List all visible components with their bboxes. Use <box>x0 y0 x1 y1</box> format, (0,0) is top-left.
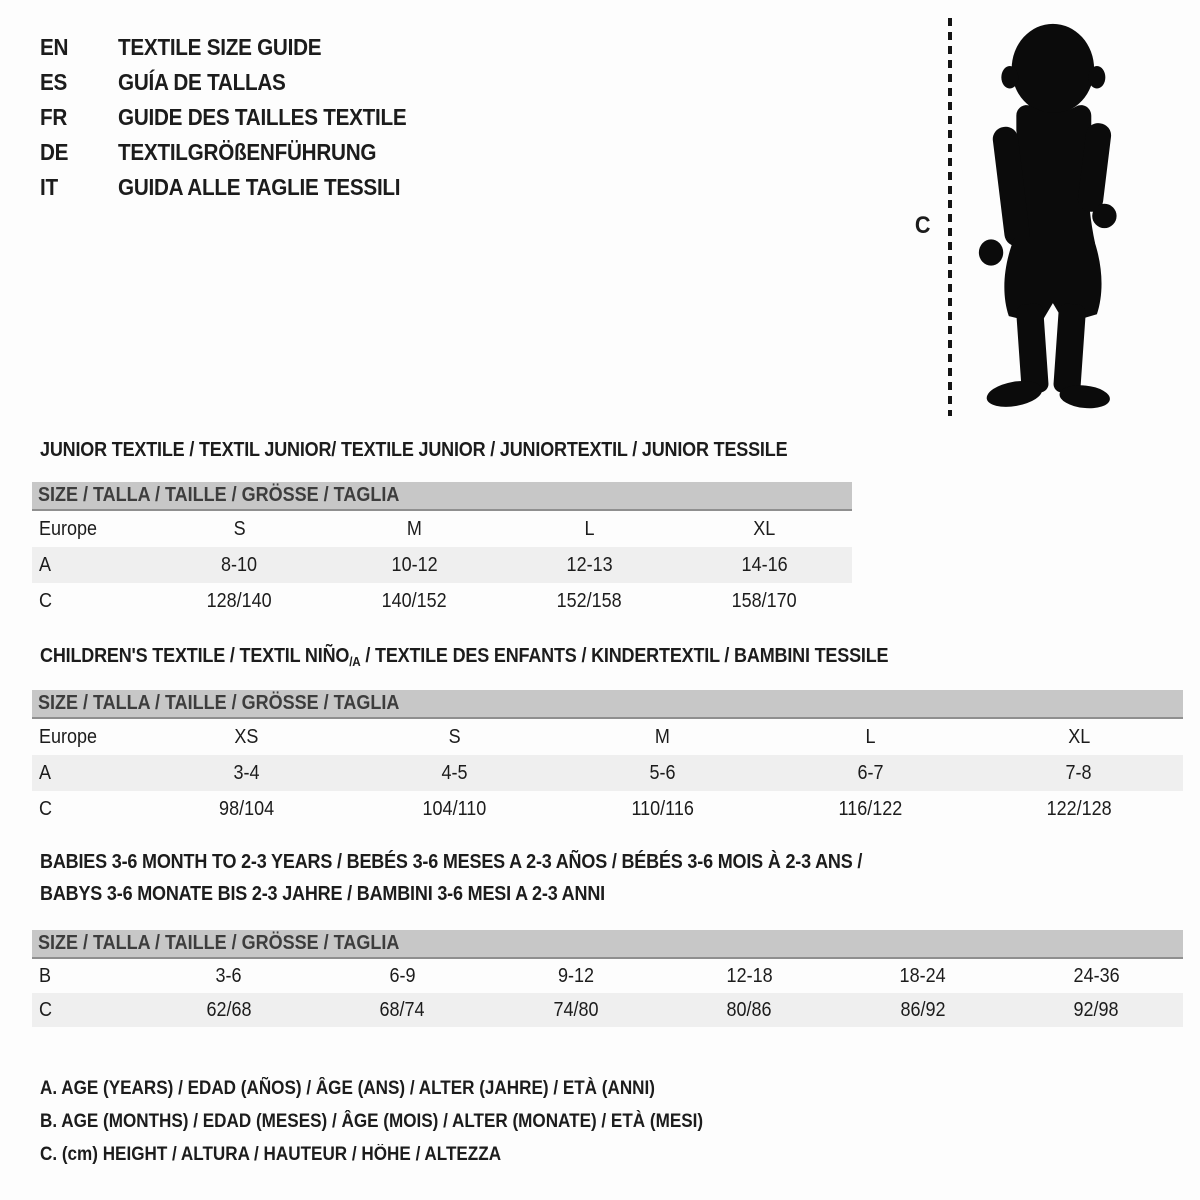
column-header: Europe <box>39 725 98 748</box>
junior-section-title: JUNIOR TEXTILE / TEXTIL JUNIOR/ TEXTILE JUNIOR / JUNIORTEXTIL / JUNIOR TESSILE <box>40 439 788 461</box>
language-code: DE <box>40 139 69 165</box>
cell-value: 18-24 <box>899 964 946 987</box>
junior-size-table <box>32 482 852 619</box>
cell-value: 6-9 <box>389 964 416 987</box>
babies-row-height <box>32 993 1183 1027</box>
cell-value: 12-13 <box>566 553 613 576</box>
language-row-de <box>40 135 439 170</box>
junior-row-age <box>32 547 852 583</box>
cell-value: 116/122 <box>838 797 903 820</box>
cell-value: 110/116 <box>631 797 694 820</box>
cell-value: 7-8 <box>1065 761 1092 784</box>
children-section-title <box>40 640 983 678</box>
cell-value: 3-6 <box>215 964 242 987</box>
junior-header-row <box>32 511 852 547</box>
cell-value: 68/74 <box>379 998 425 1021</box>
column-header: Europe <box>39 517 98 540</box>
language-row-es <box>40 65 439 100</box>
guide-title-es: GUÍA DE TALLAS <box>118 69 286 95</box>
column-header: M <box>406 517 422 540</box>
size-header-label: SIZE / TALLA / TAILLE / GRÖSSE / TAGLIA <box>38 692 400 714</box>
language-row-en <box>40 30 439 65</box>
column-header: L <box>584 517 595 540</box>
legend-row-a: A. AGE (YEARS) / EDAD (AÑOS) / ÂGE (ANS) / ALTER (JAHRE) / ETÀ (ANNI) <box>40 1077 655 1099</box>
cell-value: 74/80 <box>553 998 599 1021</box>
row-label: B <box>39 964 52 987</box>
cell-value: 14-16 <box>741 553 788 576</box>
cell-value: 104/110 <box>422 797 487 820</box>
babies-row-age-months <box>32 959 1183 993</box>
language-code: EN <box>40 34 69 60</box>
language-title-list <box>40 30 439 205</box>
children-size-table <box>32 690 1183 827</box>
row-label: C <box>39 589 53 612</box>
column-header: M <box>654 725 670 748</box>
children-title-text: / TEXTILE DES ENFANTS / KINDERTEXTIL / BAMBINI TESSILE <box>360 645 889 667</box>
row-label: A <box>39 761 52 784</box>
cell-value: 92/98 <box>1073 998 1119 1021</box>
column-header: S <box>448 725 461 748</box>
column-header: XS <box>234 725 259 748</box>
cell-value: 10-12 <box>391 553 438 576</box>
guide-title-en: TEXTILE SIZE GUIDE <box>118 34 322 60</box>
column-header: XL <box>1067 725 1090 748</box>
language-code: IT <box>40 174 58 200</box>
children-title-subscript: /A <box>349 654 361 669</box>
cell-value: 80/86 <box>726 998 772 1021</box>
junior-size-header-bar <box>32 482 852 511</box>
language-row-it <box>40 170 439 205</box>
babies-section-title <box>40 846 954 910</box>
cell-value: 6-7 <box>857 761 884 784</box>
measurement-legend <box>40 1072 777 1171</box>
cell-value: 24-36 <box>1073 964 1120 987</box>
language-row-fr <box>40 100 439 135</box>
height-measure-label: C <box>914 212 931 239</box>
row-label: C <box>39 797 53 820</box>
babies-title-line2: BABYS 3-6 MONATE BIS 2-3 JAHRE / BAMBINI 3-6 MESI A 2-3 ANNI <box>40 883 605 905</box>
legend-row-c: C. (cm) HEIGHT / ALTURA / HAUTEUR / HÖHE / ALTEZZA <box>40 1143 502 1165</box>
children-size-header-bar <box>32 690 1183 719</box>
junior-table <box>32 511 852 619</box>
cell-value: 98/104 <box>218 797 274 820</box>
cell-value: 152/158 <box>556 589 623 612</box>
babies-size-table <box>32 930 1183 1027</box>
guide-title-it: GUIDA ALLE TAGLIE TESSILI <box>118 174 401 200</box>
row-label: A <box>39 553 52 576</box>
children-table <box>32 719 1183 827</box>
language-code: FR <box>40 104 68 130</box>
language-code: ES <box>40 69 68 95</box>
cell-value: 9-12 <box>557 964 594 987</box>
babies-title-line1: BABIES 3-6 MONTH TO 2-3 YEARS / BEBÉS 3-6 MESES A 2-3 AÑOS / BÉBÉS 3-6 MOIS À 2-3 ANS / <box>40 851 863 873</box>
row-label: C <box>39 998 53 1021</box>
size-header-label: SIZE / TALLA / TAILLE / GRÖSSE / TAGLIA <box>38 484 400 506</box>
cell-value: 4-5 <box>441 761 468 784</box>
legend-row-b: B. AGE (MONTHS) / EDAD (MESES) / ÂGE (MOIS) / ALTER (MONATE) / ETÀ (MESI) <box>40 1110 704 1132</box>
cell-value: 12-18 <box>726 964 773 987</box>
cell-value: 86/92 <box>900 998 946 1021</box>
column-header: L <box>865 725 876 748</box>
babies-table <box>32 959 1183 1027</box>
cell-value: 3-4 <box>233 761 260 784</box>
children-row-height <box>32 791 1183 827</box>
cell-value: 128/140 <box>206 589 273 612</box>
toddler-silhouette-image <box>962 12 1140 418</box>
cell-value: 5-6 <box>649 761 676 784</box>
babies-size-header-bar <box>32 930 1183 959</box>
guide-title-de: TEXTILGRÖßENFÜHRUNG <box>118 139 377 165</box>
height-measure-dashed-line <box>948 18 952 416</box>
children-row-age <box>32 755 1183 791</box>
column-header: XL <box>753 517 776 540</box>
children-title-text: CHILDREN'S TEXTILE / TEXTIL NIÑO <box>40 645 350 667</box>
cell-value: 62/68 <box>206 998 252 1021</box>
cell-value: 140/152 <box>381 589 448 612</box>
cell-value: 122/128 <box>1046 797 1112 820</box>
junior-row-height <box>32 583 852 619</box>
cell-value: 158/170 <box>731 589 798 612</box>
size-header-label: SIZE / TALLA / TAILLE / GRÖSSE / TAGLIA <box>38 932 400 954</box>
cell-value: 8-10 <box>221 553 258 576</box>
children-header-row <box>32 719 1183 755</box>
guide-title-fr: GUIDE DES TAILLES TEXTILE <box>118 104 407 130</box>
column-header: S <box>233 517 246 540</box>
